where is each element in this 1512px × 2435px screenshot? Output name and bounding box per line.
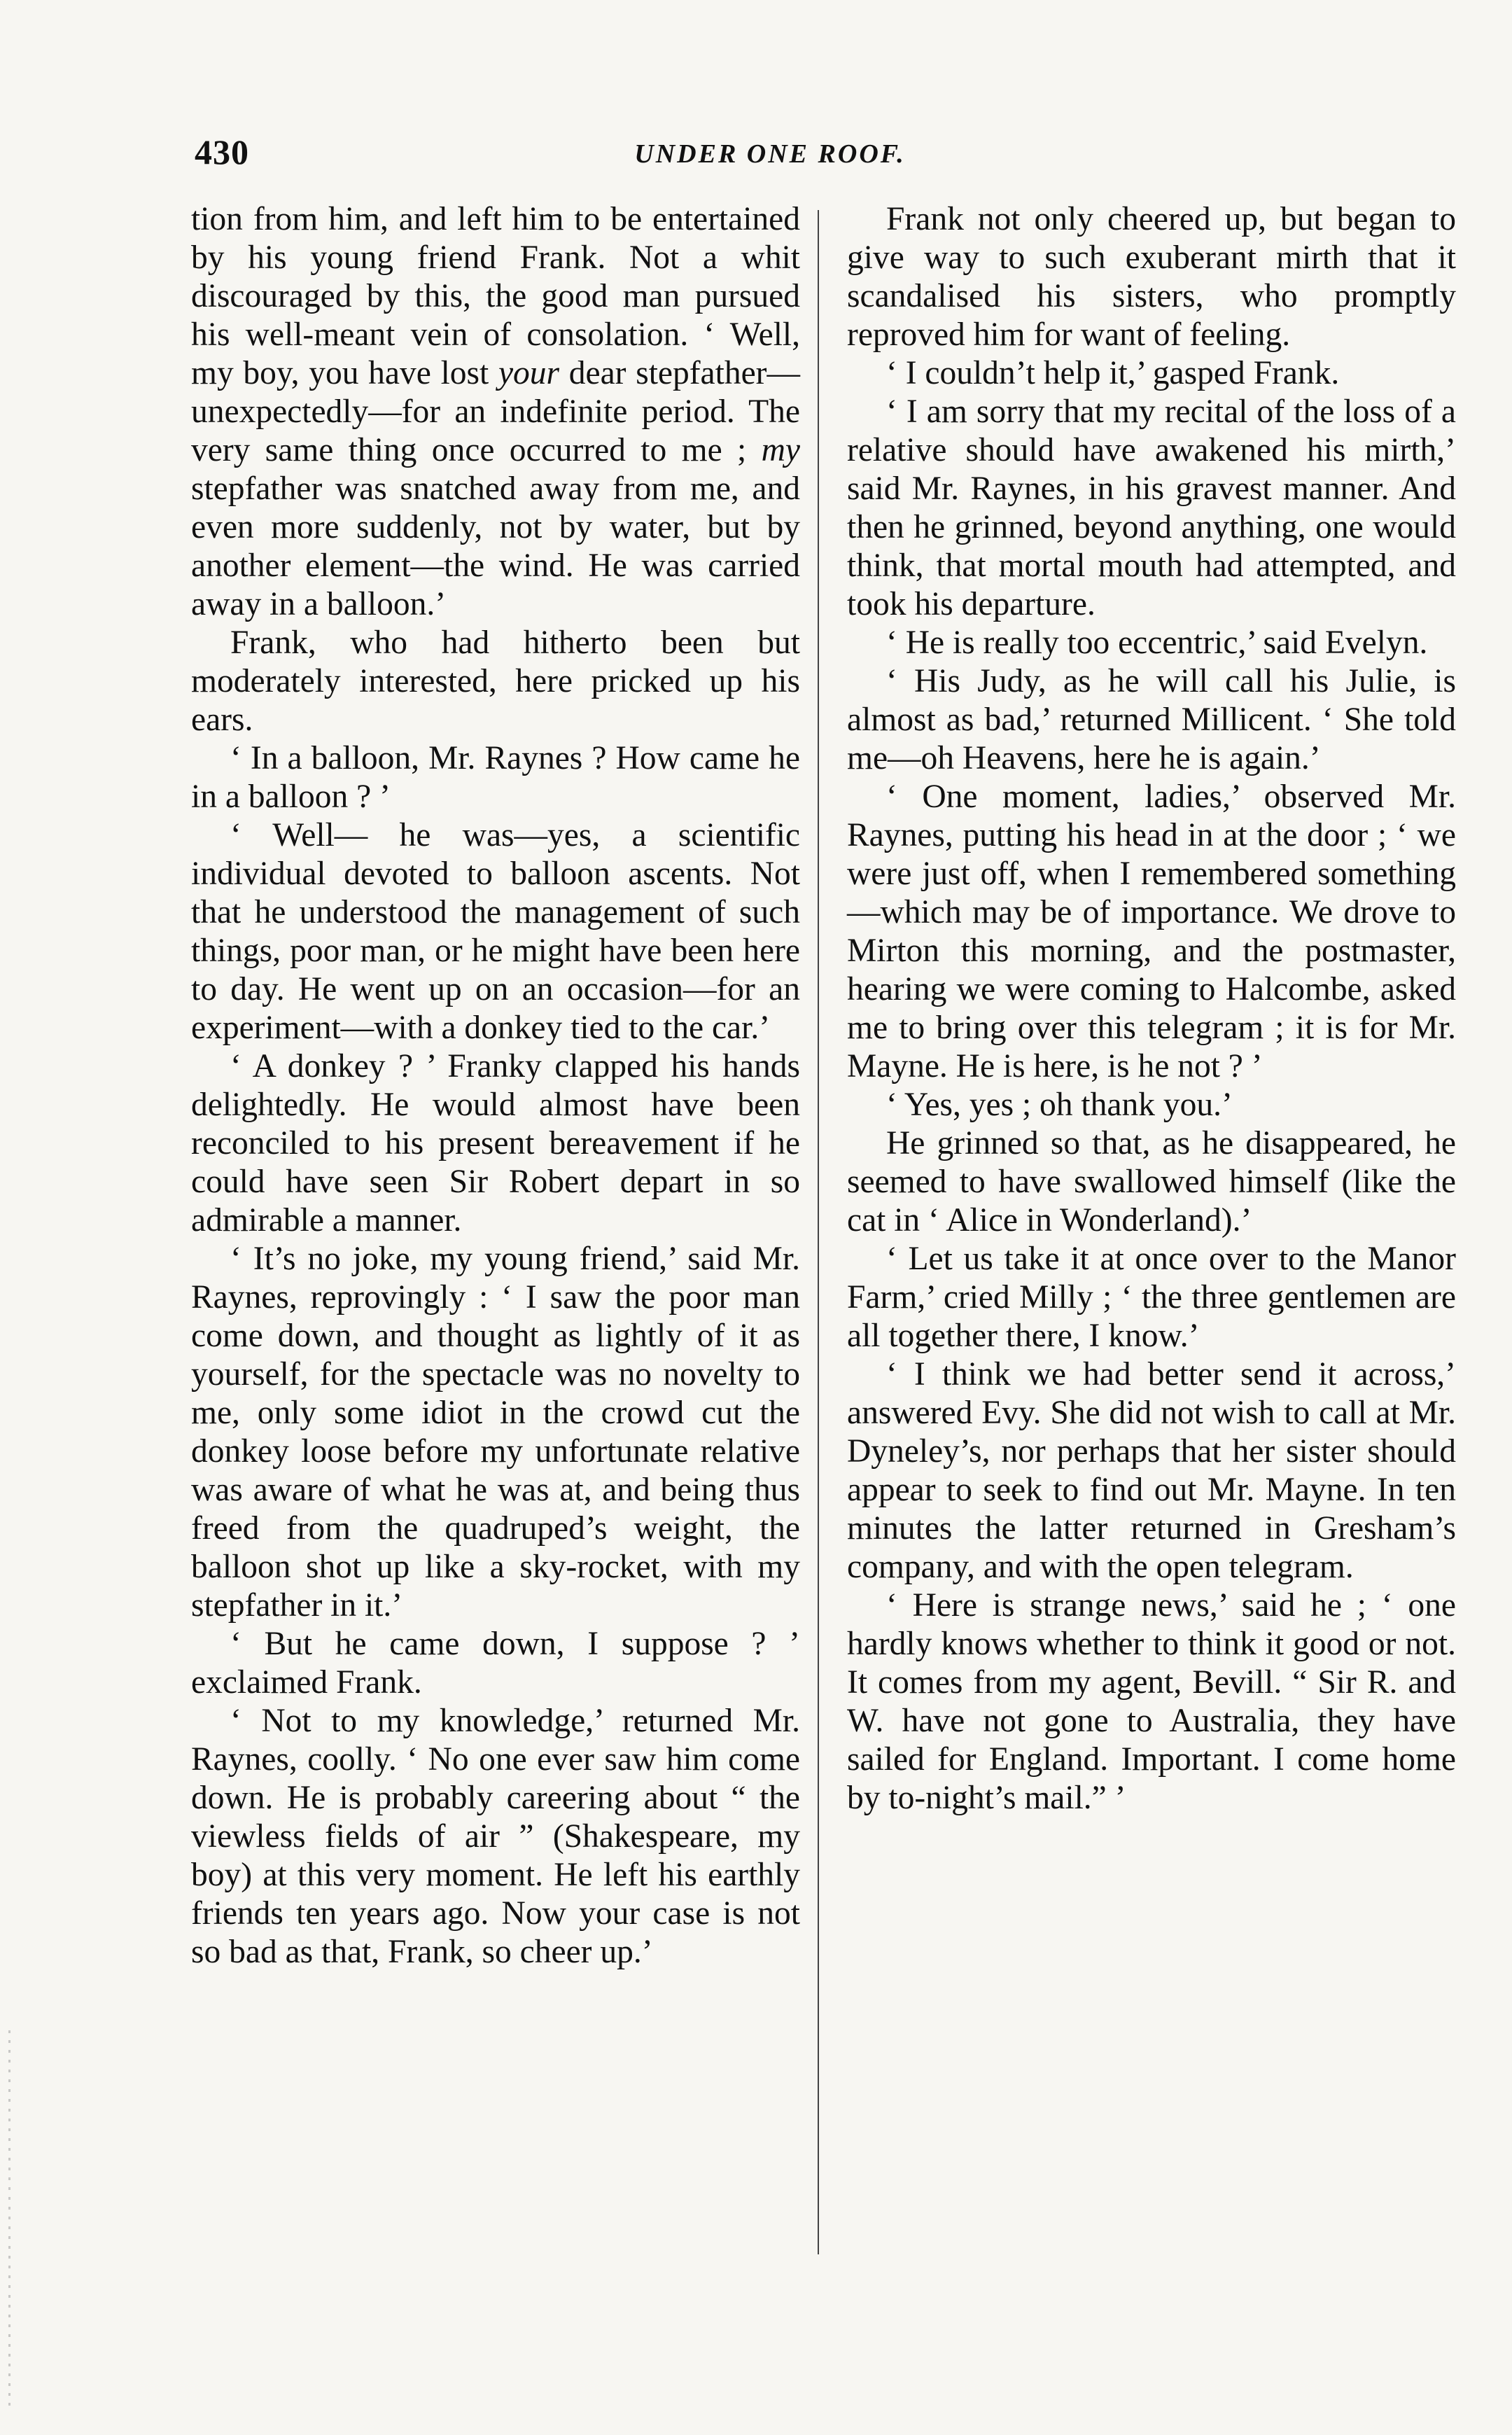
- column-divider: [818, 210, 819, 2254]
- paragraph: ‘ I couldn’t help it,’ gasped Frank.: [886, 355, 1340, 391]
- scan-margin-artifact: [8, 2030, 10, 2408]
- paragraph: ‘ A donkey ? ’ Franky clapped his hands delightedly. He would almost have been reconciled to his present bereavement if he could have seen Sir Robert depart in so admirable a manner.: [191, 1048, 800, 1239]
- paragraph: ‘ He is really too eccentric,’ said Evelyn.: [886, 625, 1428, 661]
- paragraph: ‘ Here is strange news,’ said he ; ‘ one hardly knows whether to think it good or not. It comes from my agent, Bevill. “ Sir R. and W. have not gone to Australia, they have sailed for England. Important. I come home by to-night’s mail.” ’: [847, 1587, 1456, 1816]
- paragraph: ‘ I am sorry that my recital of the loss of a relative should have awakened his mirth,’ said Mr. Raynes, in his gravest manner. And then he grinned, beyond anything, one would think, that mortal mouth had attempted, and took his departure.: [847, 393, 1456, 622]
- paragraph: Frank not only cheered up, but began to give way to such exuberant mirth that it scandalised his sisters, who promptly reproved him for want of feeling.: [847, 201, 1456, 353]
- paragraph: ‘ Well— he was—yes, a scientific individual devoted to balloon ascents. Not that he understood the management of such things, poor man, or he might have been here to day. He went up on an occasion—for an experiment—with a donkey tied to the car.’: [191, 817, 800, 1046]
- italic-text: my: [761, 432, 800, 468]
- paragraph: [191, 200, 800, 624]
- paragraph: ‘ His Judy, as he will call his Julie, is almost as bad,’ returned Millicent. ‘ She told me—oh Heavens, here he is again.’: [847, 663, 1456, 776]
- left-column: [191, 200, 800, 1972]
- paragraph: He grinned so that, as he disappeared, he seemed to have swallowed himself (like the cat in ‘ Alice in Wonderland).’: [847, 1125, 1456, 1239]
- page-number: 430: [195, 132, 249, 172]
- text-run: dear stepfather—unexpectedly—for an indefinite period. The very same thing once occurred to me ;: [191, 355, 800, 468]
- paragraph: ‘ Not to my knowledge,’ returned Mr. Raynes, coolly. ‘ No one ever saw him come down. He is probably careering about “ the viewless fields of air ” (Shakespeare, my boy) at this very moment. He left his earthly friends ten years ago. Now your case is not so bad as that, Frank, so cheer up.’: [191, 1703, 800, 1970]
- paragraph: ‘ Let us take it at once over to the Manor Farm,’ cried Milly ; ‘ the three gentlemen are all together there, I know.’: [847, 1241, 1456, 1354]
- paragraph: ‘ One moment, ladies,’ observed Mr. Raynes, putting his head in at the door ; ‘ we were just off, when I remembered something—which may be of importance. We drove to Mirton this morning, and the postmaster, hearing we were coming to Halcombe, asked me to bring over this telegram ; it is for Mr. Mayne. He is here, is he not ? ’: [847, 779, 1456, 1084]
- paragraph: ‘ In a balloon, Mr. Raynes ? How came he in a balloon ? ’: [191, 740, 800, 815]
- paragraph: Frank, who had hitherto been but moderately interested, here pricked up his ears.: [191, 625, 800, 738]
- paragraph: ‘ It’s no joke, my young friend,’ said Mr. Raynes, reprovingly : ‘ I saw the poor man come down, and thought as lightly of it as yourself, for the spectacle was no novelty to me, only some idiot in the crowd cut the donkey loose before my unfortunate relative was aware of what he was at, and being thus freed from the quadruped’s weight, the balloon shot up like a sky-rocket, with my stepfather in it.’: [191, 1241, 800, 1624]
- right-column: [847, 200, 1456, 1817]
- italic-text: your: [498, 355, 560, 391]
- paragraph: ‘ But he came down, I suppose ? ’ exclaimed Frank.: [191, 1626, 800, 1701]
- paragraph: ‘ I think we had better send it across,’ answered Evy. She did not wish to call at Mr. Dyneley’s, nor perhaps that her sister should appear to seek to find out Mr. Mayne. In ten minutes the latter returned in Gresham’s company, and with the open telegram.: [847, 1356, 1456, 1585]
- paragraph: ‘ Yes, yes ; oh thank you.’: [886, 1087, 1233, 1123]
- text-run: stepfather was snatched away from me, and even more suddenly, not by water, but by another element—the wind. He was carried away in a balloon.’: [191, 470, 800, 622]
- running-title: UNDER ONE ROOF.: [634, 139, 906, 169]
- text-run: tion from him, and left him to be entertained by his young friend Frank. Not a whit discouraged by this, the good man pursued his well-meant vein of consolation. ‘ Well, my boy, you have lost: [191, 201, 800, 391]
